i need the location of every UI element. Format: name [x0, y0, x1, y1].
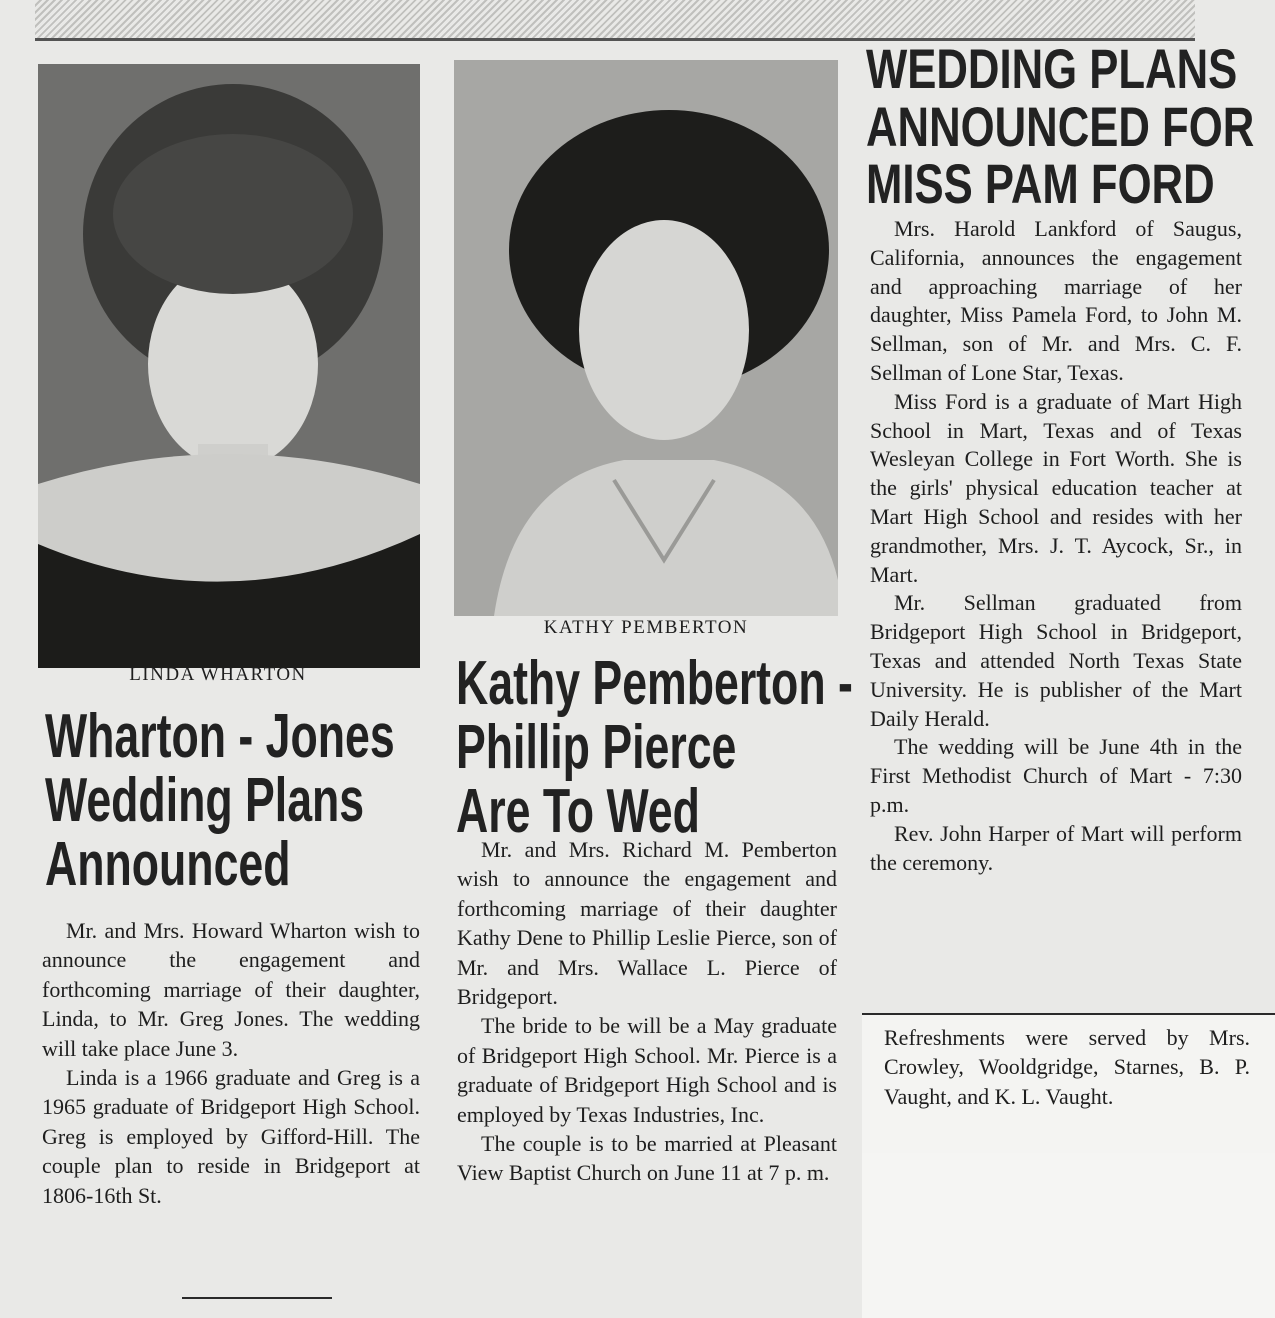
headline-line: Phillip Pierce	[456, 712, 737, 782]
headline-pam-ford	[866, 37, 1255, 216]
blank-area	[862, 1153, 1275, 1318]
article-paragraph: Rev. John Harper of Mart will perform the ceremony.	[870, 820, 1242, 875]
article-paragraph: The couple is to be married at Pleasant View Baptist Church on June 11 at 7 p. m.	[457, 1131, 837, 1186]
refreshments-box	[862, 1013, 1275, 1155]
article-paragraph: Miss Ford is a graduate of Mart High School in Mart, Texas and of Texas Wesleyan College in Fort Worth. She is the girls' physical education teacher at Mart High School and resides with her grandmother, Mrs. J. T. Aycock, Sr., in Mart.	[870, 388, 1242, 587]
headline-line: Wedding Plans	[45, 765, 365, 835]
headline-line: MISS PAM FORD	[866, 152, 1215, 216]
headline-pemberton-pierce	[456, 649, 853, 846]
article-paragraph: Mr. and Mrs. Richard M. Pemberton wish to announce the engagement and forthcoming marriage of their daughter Kathy Dene to Phillip Leslie Pierce, son of Mr. and Mrs. Wallace L. Pierce of Bridgeport.	[457, 837, 837, 1010]
article-paragraph: Mrs. Harold Lankford of Saugus, California, announces the engagement and approaching marriage of her daughter, Miss Pamela Ford, to John M. Sellman, son of Mr. and Mrs. C. F. Sellman of Lone Star, Texas.	[870, 216, 1242, 385]
headline-line: Wharton - Jones	[45, 702, 395, 771]
headline-wharton-jones	[45, 702, 395, 899]
portrait-photo-kathy	[454, 60, 838, 616]
headline-line: Are To Wed	[456, 776, 700, 846]
article-paragraph: The bride to be will be a May graduate of Bridgeport High School. Mr. Pierce is a graduate of Bridgeport High School and is employed by Texas Industries, Inc.	[457, 1013, 837, 1127]
headline-line: Kathy Pemberton -	[456, 649, 853, 718]
article-body-pemberton-pierce	[457, 835, 837, 1188]
photo-caption-linda: LINDA WHARTON	[129, 664, 307, 685]
article-paragraph: The wedding will be June 4th in the First Methodist Church of Mart - 7:30 p.m.	[870, 734, 1242, 817]
photo-caption-kathy: KATHY PEMBERTON	[543, 617, 749, 638]
headline-line: ANNOUNCED FOR	[866, 94, 1255, 158]
end-rule	[182, 1297, 332, 1299]
article-body-pam-ford	[870, 215, 1242, 877]
refreshments-note: Refreshments were served by Mrs. Crowley, Wooldgridge, Starnes, B. P. Vaught, and K. L. Vaught.	[884, 1025, 1250, 1109]
headline-line: Announced	[45, 829, 291, 899]
article-body-wharton-jones	[42, 916, 420, 1210]
headline-line: WEDDING PLANS	[866, 37, 1238, 100]
article-paragraph: Mr. Sellman graduated from Bridgeport High School in Bridgeport, Texas and attended North Texas State University. He is publisher of the Mart Daily Herald.	[870, 590, 1242, 731]
portrait-photo-linda	[38, 64, 420, 668]
top-border-strip	[35, 0, 1195, 41]
article-paragraph: Linda is a 1966 graduate and Greg is a 1965 graduate of Bridgeport High School. Greg is employed by Gifford-Hill. The couple plan to reside in Bridgeport at 1806-16th St.	[42, 1065, 420, 1208]
article-paragraph: Mr. and Mrs. Howard Wharton wish to announce the engagement and forthcoming marriage of their daughter, Linda, to Mr. Greg Jones. The wedding will take place June 3.	[42, 918, 420, 1061]
